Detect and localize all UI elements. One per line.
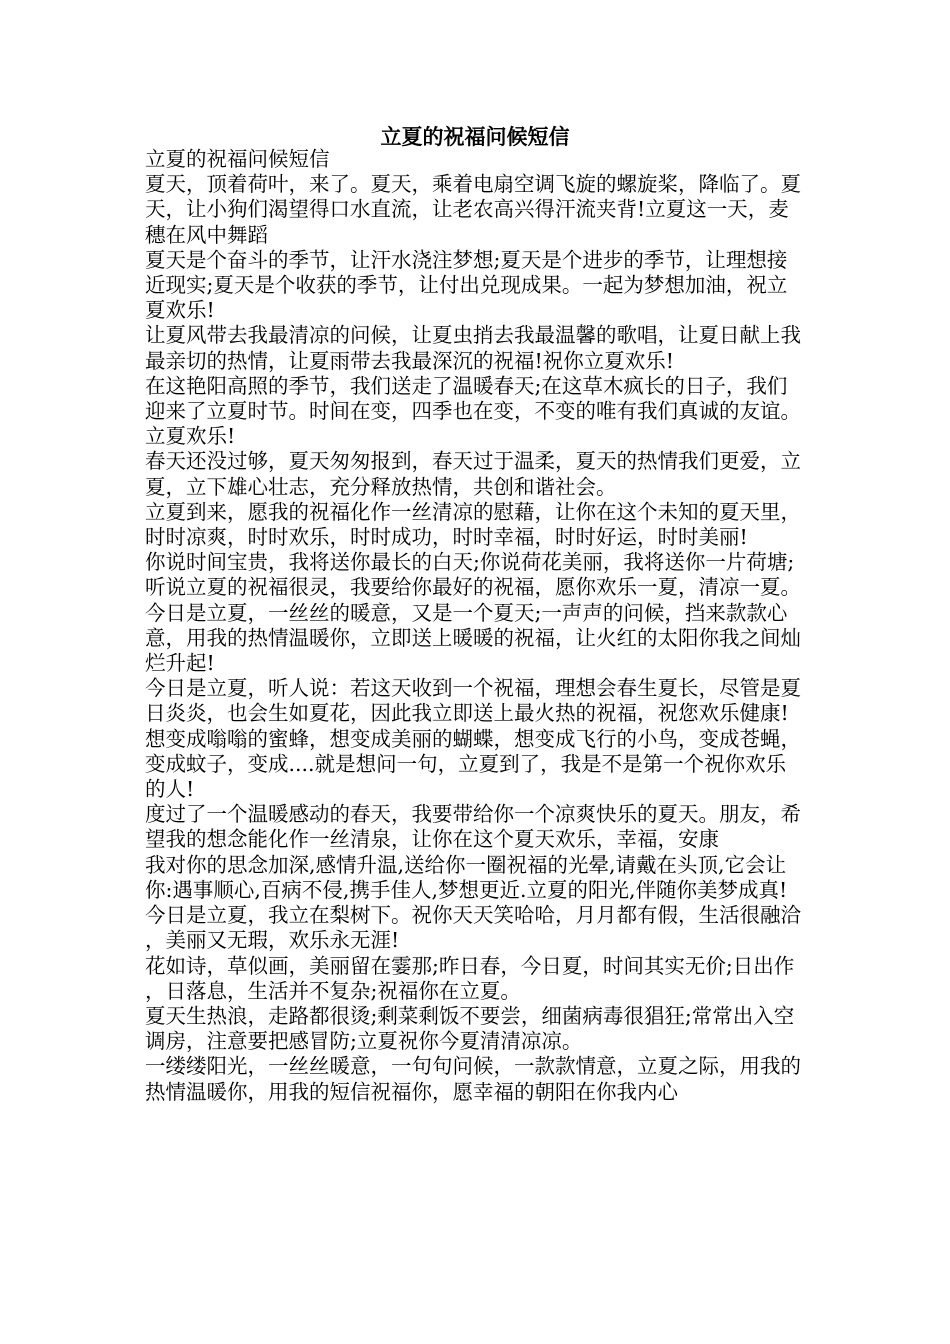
paragraph: 我对你的思念加深,感情升温,送给你一圈祝福的光晕,请戴在头顶,它会让你:遇事顺心,百病不侵,携手佳人,梦想更近.立夏的阳光,伴随你美梦成真! [145, 852, 788, 902]
paragraph: 今日是立夏，一丝丝的暖意，又是一个夏天;一声声的问候，挡来款款心意，用我的热情温暖你，立即送上暖暖的祝福，让火红的太阳你我之间灿烂升起! [145, 600, 801, 676]
paragraph: 一缕缕阳光，一丝丝暖意，一句句问候，一款款情意，立夏之际，用我的热情温暖你，用我的短信祝福你，愿幸福的朝阳在你我内心 [145, 1054, 801, 1104]
paragraph: 你说时间宝贵，我将送你最长的白天;你说荷花美丽，我将送你一片荷塘;听说立夏的祝福很灵，我要给你最好的祝福，愿你欢乐一夏，清凉一夏。 [145, 550, 801, 600]
paragraph: 夏天是个奋斗的季节，让汗水浇注梦想;夏天是个进步的季节，让理想接近现实;夏天是个收获的季节，让付出兑现成果。一起为梦想加油，祝立夏欢乐! [145, 247, 788, 323]
paragraph: 今日是立夏，听人说：若这天收到一个祝福，理想会春生夏长，尽管是夏日炎炎，也会生如夏花，因此我立即送上最火热的祝福，祝您欢乐健康! [145, 676, 801, 726]
paragraph: 春天还没过够，夏天匆匆报到，春天过于温柔，夏天的热情我们更爱，立夏，立下雄心壮志，充分释放热情，共创和谐社会。 [145, 449, 801, 499]
paragraph: 夏天，顶着荷叶，来了。夏天，乘着电扇空调飞旋的螺旋桨，降临了。夏天，让小狗们渴望得口水直流，让老农高兴得汗流夹背!立夏这一天，麦穗在风中舞蹈 [145, 172, 801, 247]
document-body [145, 147, 805, 1105]
paragraph: 夏天生热浪，走路都很烫;剩菜剩饭不要尝，细菌病毒很猖狂;常常出入空调房，注意要把感冒防;立夏祝你今夏清清凉凉。 [145, 1003, 795, 1054]
paragraph: 立夏到来，愿我的祝福化作一丝清凉的慰藉，让你在这个未知的夏天里，时时凉爽，时时欢乐，时时成功，时时幸福，时时好运，时时美丽! [145, 499, 801, 550]
paragraph: 在这艳阳高照的季节，我们送走了温暖春天;在这草木疯长的日子，我们迎来了立夏时节。时间在变，四季也在变，不变的唯有我们真诚的友谊。立夏欢乐! [145, 373, 801, 449]
paragraph-subtitle: 立夏的祝福问候短信 [145, 147, 330, 171]
paragraph: 花如诗，草似画，美丽留在霎那;昨日春，今日夏，时间其实无价;日出作，日落息，生活并不复杂;祝福你在立夏。 [145, 953, 795, 1003]
paragraph: 想变成嗡嗡的蜜蜂，想变成美丽的蝴蝶，想变成飞行的小鸟，变成苍蝇，变成蚊子，变成....就是想问一句，立夏到了，我是不是第一个祝你欢乐的人! [145, 726, 801, 802]
paragraph: 让夏风带去我最清凉的问候，让夏虫捎去我最温馨的歌唱，让夏日献上我最亲切的热情，让夏雨带去我最深沉的祝福!祝你立夏欢乐! [145, 323, 801, 373]
paragraph: 度过了一个温暖感动的春天，我要带给你一个凉爽快乐的夏天。朋友，希望我的想念能化作一丝清泉，让你在这个夏天欢乐，幸福，安康 [145, 802, 801, 852]
document-title: 立夏的祝福问候短信 [380, 125, 570, 149]
paragraph: 今日是立夏，我立在梨树下。祝你天天笑哈哈，月月都有假，生活很融洽，美丽又无瑕，欢乐永无涯! [145, 903, 801, 953]
